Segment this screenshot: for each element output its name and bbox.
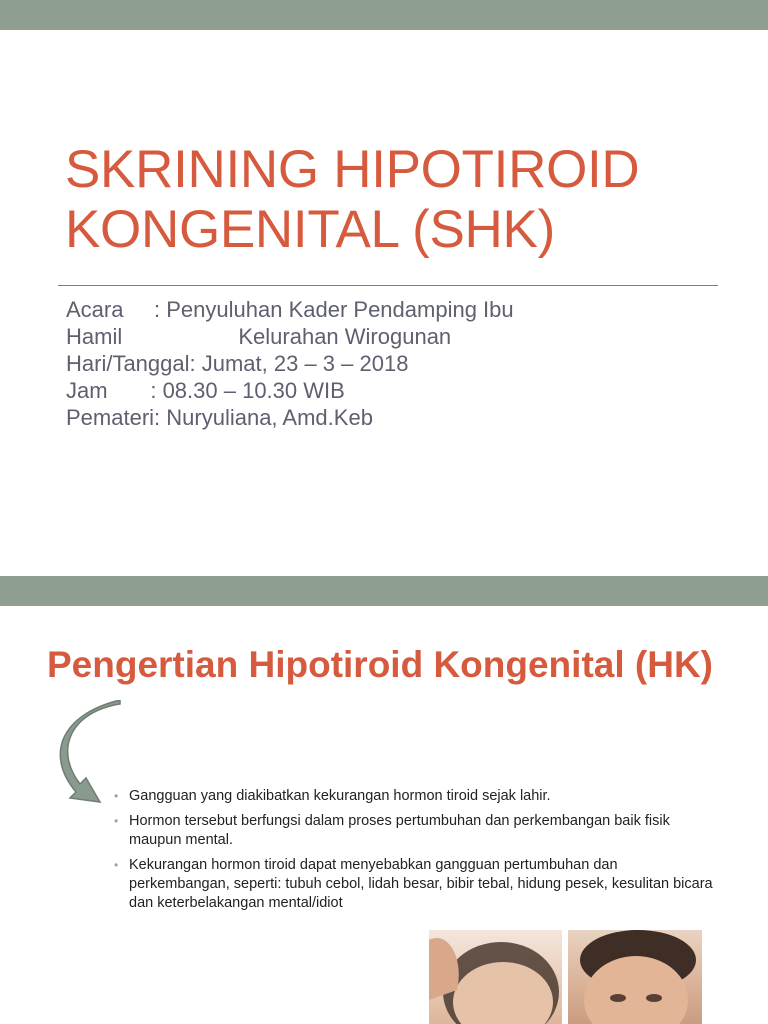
bullet-dot: • — [114, 789, 119, 803]
top-bar — [0, 576, 768, 606]
info-line-time: Jam : 08.30 – 10.30 WIB — [66, 378, 345, 403]
definition-slide — [0, 576, 768, 1024]
event-info — [66, 296, 756, 431]
top-bar — [0, 0, 768, 30]
title-divider — [58, 285, 718, 286]
baby-photo-1 — [429, 930, 562, 1024]
info-line-acara: Acara : Penyuluhan Kader Pendamping Ibu — [66, 297, 514, 322]
bullet-list — [114, 787, 714, 919]
slide-title: Pengertian Hipotiroid Kongenital (HK) — [47, 644, 713, 685]
list-item — [114, 787, 714, 806]
info-line-hamil: Hamil Kelurahan Wirogunan — [66, 324, 452, 349]
bullet-text: Hormon tersebut berfungsi dalam proses pertumbuhan dan perkembangan baik fisik maupun mental. — [129, 813, 670, 848]
info-line-presenter: Pemateri: Nuryuliana, Amd.Keb — [66, 405, 373, 430]
bullet-dot: • — [114, 814, 119, 828]
title-line-2: KONGENITAL (SHK) — [65, 200, 555, 259]
bullet-text: Gangguan yang diakibatkan kekurangan hormon tiroid sejak lahir. — [129, 788, 551, 804]
list-item — [114, 856, 714, 913]
info-line-date: Hari/Tanggal: Jumat, 23 – 3 – 2018 — [66, 351, 409, 376]
slide-title — [65, 140, 755, 260]
bullet-text: Kekurangan hormon tiroid dapat menyebabkan gangguan pertumbuhan dan perkembangan, seperti: tubuh cebol, lidah besar, bibir tebal, hidung pesek, kesulitan bicara dan keterbelakangan mental/idiot — [129, 857, 713, 911]
bullet-dot: • — [114, 858, 119, 872]
list-item — [114, 812, 714, 850]
baby-photo-2 — [568, 930, 702, 1024]
title-line-1: SKRINING HIPOTIROID — [65, 140, 640, 199]
